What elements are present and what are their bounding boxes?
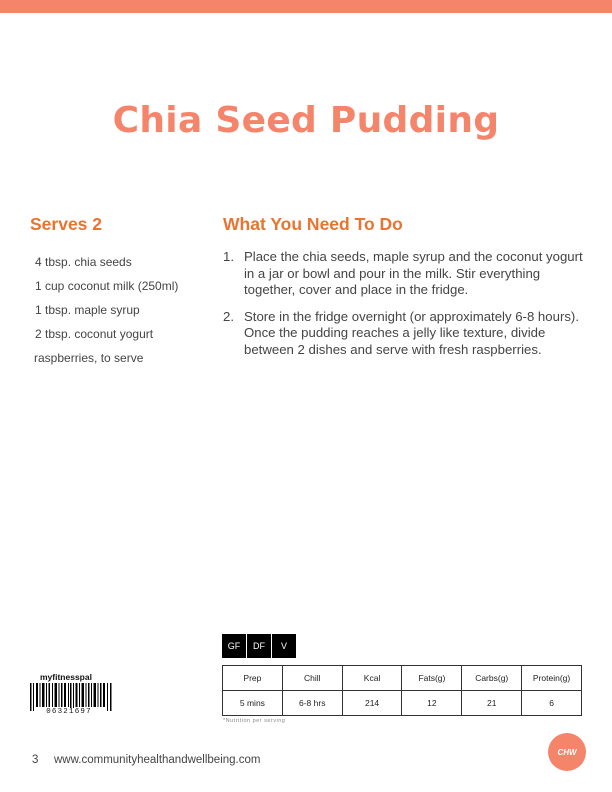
page-number: 3: [32, 754, 39, 766]
step-text: Store in the fridge overnight (or approximately 6-8 hours). Once the pudding reaches a jelly like texture, divide between 2 dishes and serve with fresh raspberries.: [244, 308, 579, 357]
recipe-title: Chia Seed Pudding: [112, 100, 500, 141]
nutrition-header-cell: Fats(g): [402, 666, 462, 691]
ingredient-item: 4 tbsp. chia seeds: [35, 255, 132, 269]
ingredient-item: 2 tbsp. coconut yogurt: [35, 327, 154, 341]
method-steps: [223, 249, 583, 368]
ingredient-item: 1 tbsp. maple syrup: [35, 303, 140, 317]
nutrition-value-cell: 6-8 hrs: [282, 691, 342, 716]
step-number: 2.: [223, 308, 234, 324]
nutrition-header-cell: Carbs(g): [462, 666, 522, 691]
nutrition-value-cell: 214: [342, 691, 402, 716]
method-step: [223, 309, 583, 359]
vegan-badge: V: [272, 634, 297, 658]
nutrition-header-row: [223, 666, 582, 691]
nutrition-note: *Nutrition per serving: [223, 718, 286, 724]
nutrition-value-row: [223, 691, 582, 716]
method-step: [223, 249, 583, 299]
nutrition-header-cell: Prep: [223, 666, 283, 691]
diet-badges: [222, 634, 297, 658]
nutrition-header-cell: Chill: [282, 666, 342, 691]
barcode-icon[interactable]: [30, 683, 112, 711]
ingredient-item: raspberries, to serve: [34, 351, 144, 365]
nutrition-value-cell: 6: [522, 691, 582, 716]
step-number: 1.: [223, 249, 234, 264]
myfitnesspal-label: myfitnesspal: [40, 672, 92, 682]
nutrition-value-cell: 5 mins: [223, 691, 283, 716]
serves-heading: Serves 2: [30, 214, 103, 234]
ingredient-item: 1 cup coconut milk (250ml): [35, 279, 179, 293]
footer-url-link[interactable]: www.communityhealthandwellbeing.com: [54, 754, 261, 766]
step-text: Place the chia seeds, maple syrup and the coconut yogurt in a jar or bowl and pour in the milk. Stir everything together, cover and place in the fridge.: [244, 249, 583, 297]
gluten-free-badge: GF: [222, 634, 247, 658]
chw-logo: CHW: [548, 733, 586, 771]
top-accent-bar: [0, 0, 612, 13]
dairy-free-badge: DF: [247, 634, 272, 658]
nutrition-value-cell: 21: [462, 691, 522, 716]
nutrition-value-cell: 12: [402, 691, 462, 716]
ingredient-list: [35, 255, 178, 375]
nutrition-header-cell: Kcal: [342, 666, 402, 691]
method-heading: What You Need To Do: [223, 214, 403, 234]
barcode-number: 06321697: [40, 708, 98, 717]
nutrition-table: [222, 665, 582, 716]
nutrition-header-cell: Protein(g): [522, 666, 582, 691]
